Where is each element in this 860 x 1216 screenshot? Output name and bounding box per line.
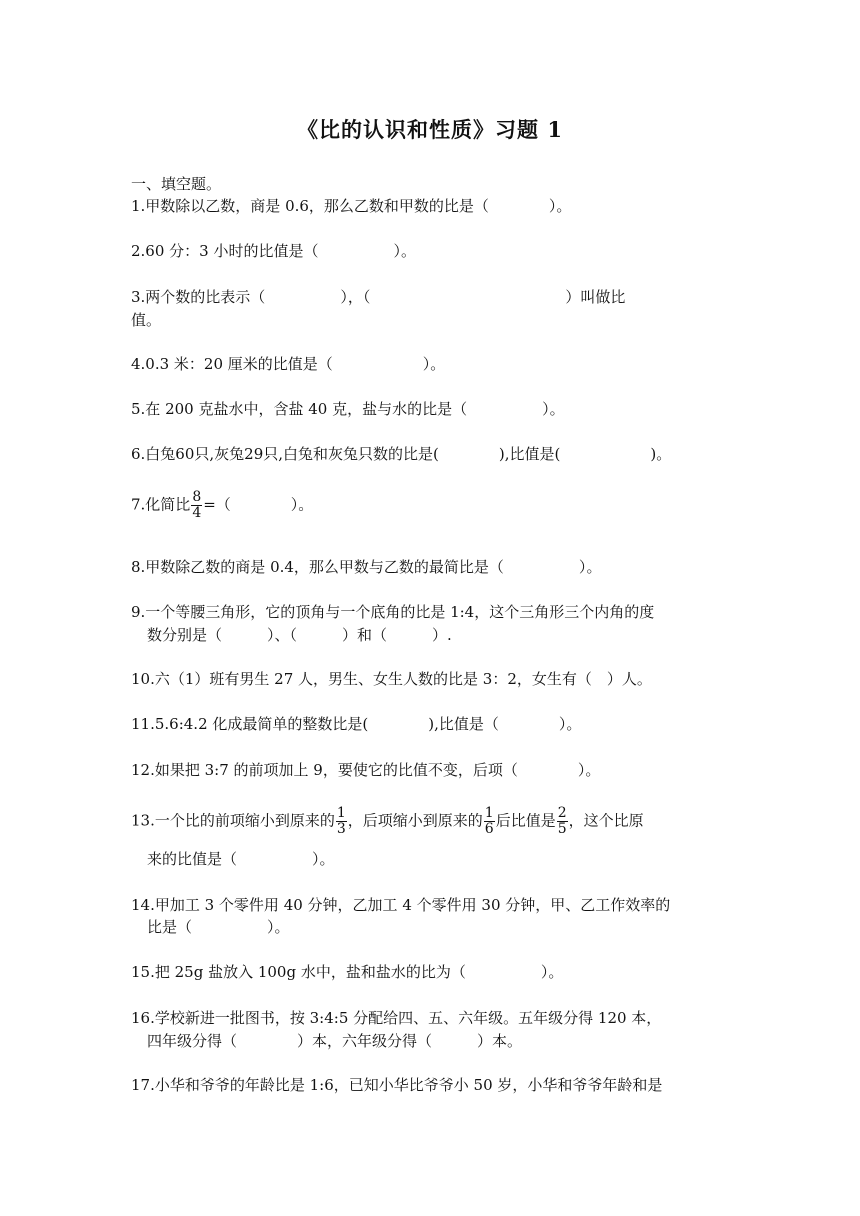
fraction-numerator: 8 bbox=[192, 489, 202, 505]
question-10: 10.六（1）班有男生 27 人，男生、女生人数的比是 3：2，女生有（ ）人。 bbox=[131, 670, 652, 688]
section-heading: 一、填空题。 bbox=[131, 175, 222, 193]
question-13-part-2: ，后项缩小到原来的 bbox=[347, 811, 483, 830]
question-17: 17.小华和爷爷的年龄比是 1:6，已知小华比爷爷小 50 岁，小华和爷爷年龄和是 bbox=[131, 1076, 663, 1094]
fraction-numerator: 2 bbox=[557, 805, 567, 821]
question-3-line-1: 3.两个数的比表示（ ），（ ）叫做比 bbox=[131, 288, 626, 306]
question-16-line-2: 四年级分得（ ）本，六年级分得（ ）本。 bbox=[147, 1032, 523, 1050]
question-13-part-3: 后比值是 bbox=[495, 811, 556, 830]
question-9-line-1: 9.一个等腰三角形，它的顶角与一个底角的比是 1:4，这个三角形三个内角的度 bbox=[131, 603, 655, 621]
question-16-line-1: 16.学校新进一批图书，按 3:4:5 分配给四、五、六年级。五年级分得 120 本， bbox=[131, 1009, 662, 1027]
question-6: 6.白兔60只,灰兔29只,白兔和灰兔只数的比是( ),比值是( )。 bbox=[131, 445, 672, 463]
question-9-line-2: 数分别是（ ）、（ ）和（ ）. bbox=[147, 626, 452, 644]
question-13-part-1: 13.一个比的前项缩小到原来的 bbox=[131, 811, 335, 830]
question-2: 2.60 分：3 小时的比值是（ ）。 bbox=[131, 242, 416, 260]
fraction-1-3 bbox=[336, 806, 347, 837]
fraction-1-6 bbox=[484, 806, 495, 837]
question-14-line-1: 14.甲加工 3 个零件用 40 分钟，乙加工 4 个零件用 30 分钟，甲、乙工作效率的 bbox=[131, 896, 671, 914]
fraction-denominator: 6 bbox=[484, 821, 494, 837]
fraction-denominator: 4 bbox=[192, 505, 202, 521]
question-14-line-2: 比是（ ）。 bbox=[147, 918, 290, 936]
question-12: 12.如果把 3:7 的前项加上 9，要使它的比值不变，后项（ ）。 bbox=[131, 761, 601, 779]
fraction-denominator: 5 bbox=[557, 821, 567, 837]
fraction-numerator: 1 bbox=[484, 805, 494, 821]
question-7-prefix: 7.化简比 bbox=[131, 495, 191, 514]
fraction-8-4 bbox=[191, 490, 202, 521]
question-13-line-1 bbox=[131, 806, 644, 837]
question-3-line-2: 值。 bbox=[131, 311, 162, 329]
question-1: 1.甲数除以乙数，商是 0.6，那么乙数和甲数的比是（ ）。 bbox=[131, 197, 572, 215]
question-5: 5.在 200 克盐水中，含盐 40 克，盐与水的比是（ ）。 bbox=[131, 400, 565, 418]
fraction-numerator: 1 bbox=[336, 805, 346, 821]
question-15: 15.把 25g 盐放入 100g 水中，盐和盐水的比为（ ）。 bbox=[131, 963, 564, 981]
question-11: 11.5.6:4.2 化成最简单的整数比是( ),比值是（ ）。 bbox=[131, 715, 582, 733]
question-4: 4.0.3 米：20 厘米的比值是（ ）。 bbox=[131, 355, 446, 373]
fraction-2-5 bbox=[557, 806, 568, 837]
question-7 bbox=[131, 490, 313, 521]
question-7-suffix: =（ ）。 bbox=[203, 495, 314, 514]
page-title: 《比的认识和性质》习题 1 bbox=[297, 117, 563, 142]
question-8: 8.甲数除乙数的商是 0.4，那么甲数与乙数的最简比是（ ）。 bbox=[131, 558, 602, 576]
fraction-denominator: 3 bbox=[336, 821, 346, 837]
question-13-part-4: ，这个比原 bbox=[568, 811, 644, 830]
question-13-line-2: 来的比值是（ ）。 bbox=[147, 850, 335, 868]
